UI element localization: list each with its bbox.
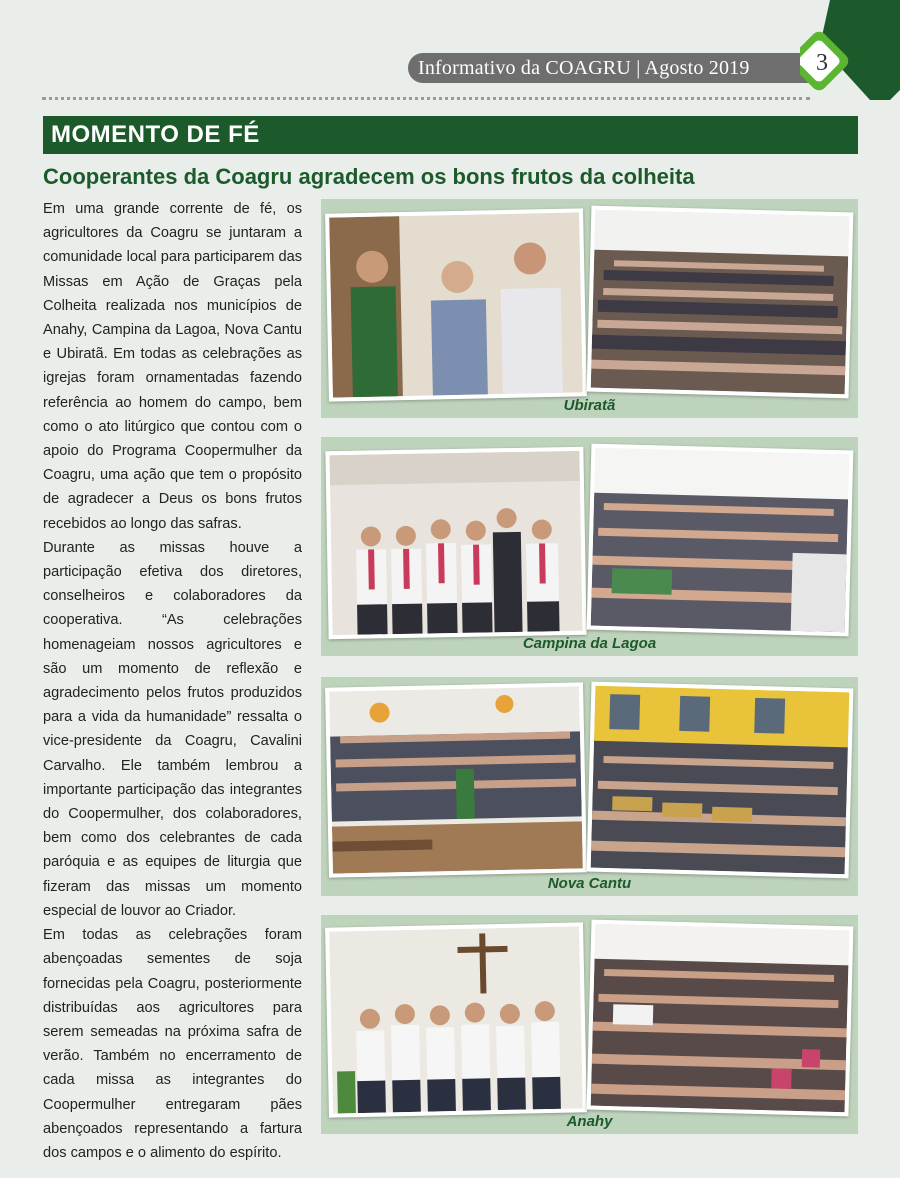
page-number: 3: [816, 50, 828, 76]
photo-priest-group: [325, 208, 587, 401]
photo-congregation-ubirata: [587, 206, 854, 399]
photo-group-crucifix-anahy: [325, 922, 587, 1117]
publication-header: Informativo da COAGRU | Agosto 2019: [408, 53, 810, 83]
page-corner-badge: [800, 0, 900, 100]
gallery-panel-anahy: [321, 915, 858, 1134]
gallery-caption: Nova Cantu: [547, 875, 632, 892]
gallery-panel-nova-cantu: [321, 677, 858, 896]
article-headline: Cooperantes da Coagru agradecem os bons frutos da colheita: [43, 164, 695, 189]
photo-congregation-nova-cantu: [587, 682, 854, 879]
gallery-caption: Ubiratã: [563, 397, 616, 414]
article-paragraph: Em todas as celebrações foram abençoadas sementes de soja fornecidas pela Coagru, posteriormente distribuídas aos agricultores para serem semeadas na próxima safra de verão. Também no encerramento de cada missa as integrantes do Coopermulher entregaram pães abençoados representando a fartura dos campos e o alimento do espírito.: [43, 927, 302, 1161]
gallery-caption: Campina da Lagoa: [522, 635, 657, 652]
photo-group-altar-nova-cantu: [325, 682, 587, 877]
photo-congregation-campina: [587, 444, 854, 637]
article-paragraph: Em uma grande corrente de fé, os agricultores da Coagru se juntaram a comunidade local para participarem das Missas em Ação de Graças pela Colheita realizada nos municípios de Anahy, Campina da Lagoa, Nova Cantu e Ubiratã. Em todas as celebrações as igrejas foram ornamentadas fazendo referência ao homem do campo, bem como o ato litúrgico que contou com o apoio do Programa Coopermulher da Coagru, uma ação que tem o propósito de agradecer a Deus os bons frutos recebidos ao longo das safras.: [43, 201, 302, 532]
article-body: [43, 197, 302, 1165]
article-paragraph: Durante as missas houve a participação efetiva dos diretores, conselheiros e colaboradores da cooperativa. “As celebrações homenageiam nossos agricultores e são um momento de reflexão e agradecimento pelos frutos produzidos para a vida da humanidade” ressalta o vice-presidente da Coagru, Cavalini Carvalho. Ele também lembrou a importante participação das integrantes do Coopermulher, dos colaboradores, bem como dos celebrantes de cada paróquia e as equipes de liturgia que fizeram das missas um momento especial de louvor ao Criador.: [43, 539, 302, 919]
gallery-panel-campina-da-lagoa: [321, 437, 858, 656]
photo-congregation-anahy: [587, 920, 854, 1117]
gallery-panel-ubirata: [321, 199, 858, 418]
header-divider: [42, 97, 810, 100]
photo-coopermulher-group: [325, 447, 586, 639]
section-title: MOMENTO DE FÉ: [43, 116, 858, 154]
gallery-caption: Anahy: [566, 1113, 613, 1130]
